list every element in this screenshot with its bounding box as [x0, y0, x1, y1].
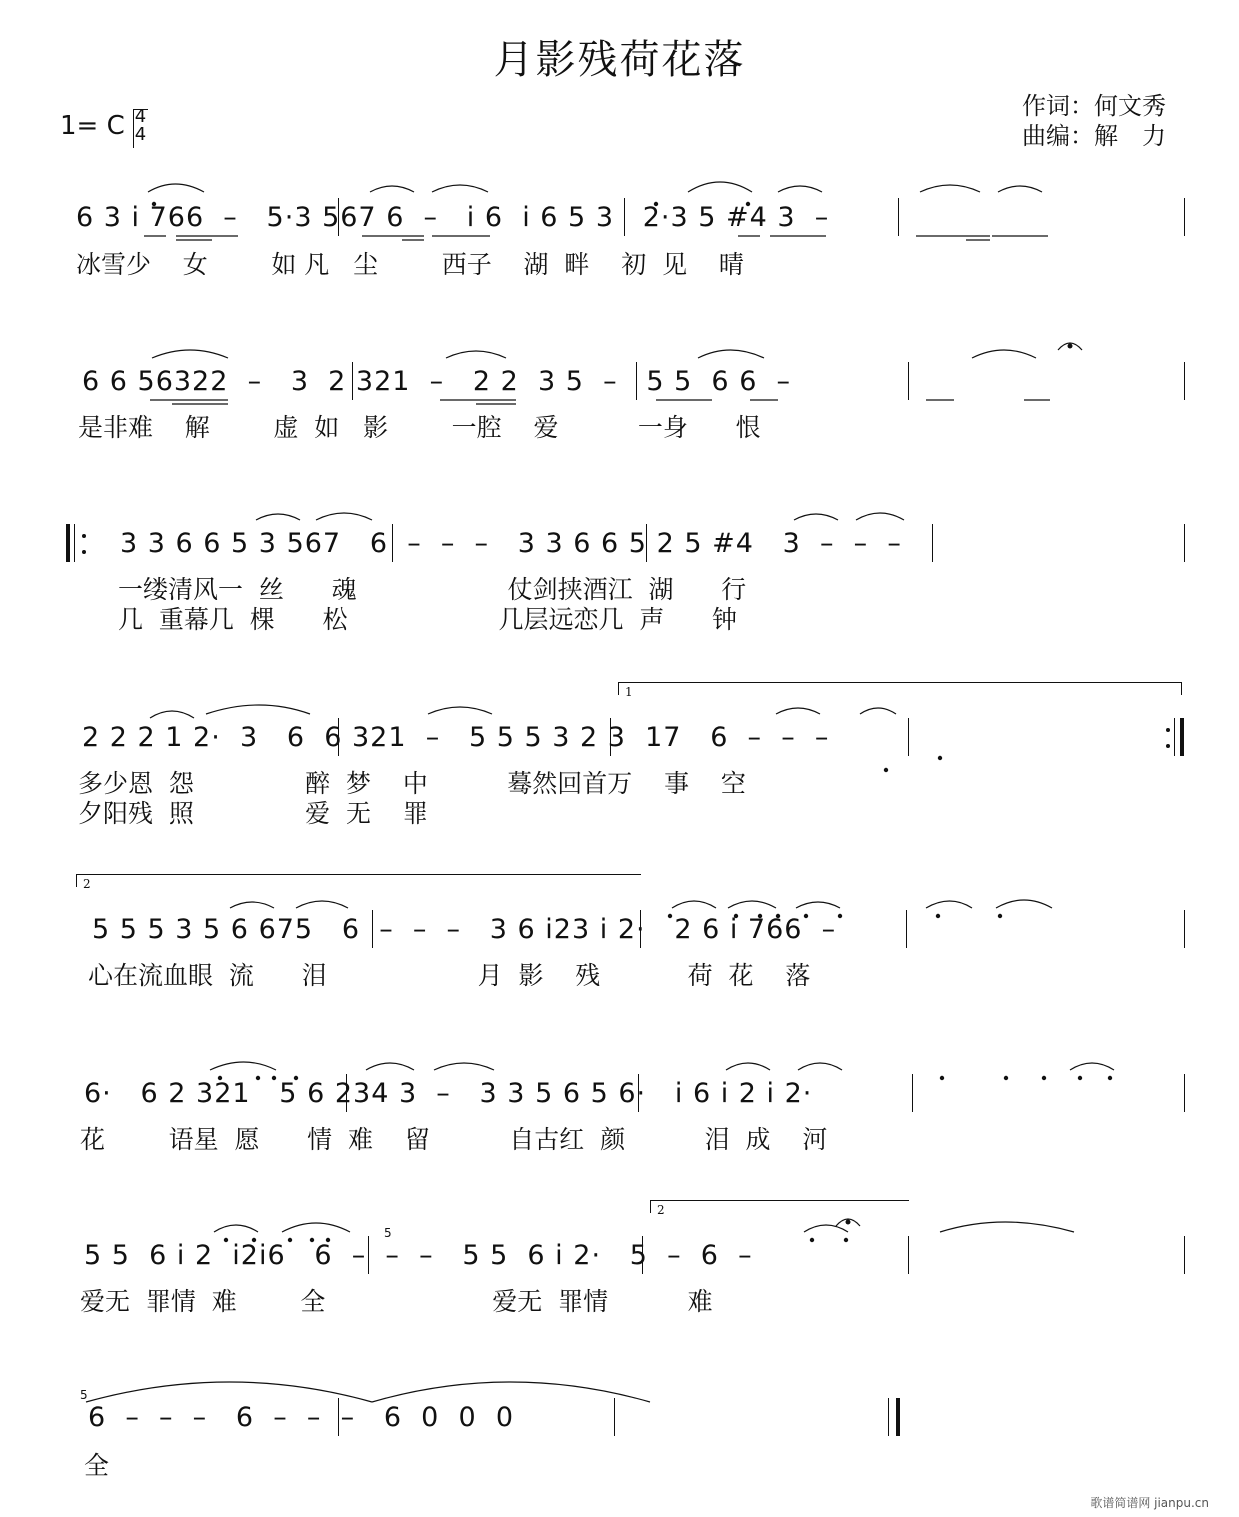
lyric-row-4-verse-2: 夕阳残 照 爱 无 罪: [78, 799, 428, 828]
lyricist-credit: 作词：何文秀: [1022, 92, 1166, 120]
barline: [614, 1398, 615, 1436]
barline: [392, 524, 393, 562]
second-ending-number-2: 2: [657, 1203, 665, 1217]
barline: [636, 362, 637, 400]
time-signature-top: 4: [134, 106, 147, 127]
first-ending-number: 1: [625, 685, 633, 699]
lyric-row-4-verse-1: 多少恩 怨 醉 梦 中 蓦然回首万 事 空: [78, 769, 746, 798]
watermark: 歌谱简谱网 jianpu.cn: [1090, 1496, 1209, 1510]
barline: [1184, 1236, 1185, 1274]
barline: [372, 910, 373, 948]
barline: [338, 198, 339, 236]
barline: [642, 1236, 643, 1274]
barline: [1184, 362, 1185, 400]
barline: [1184, 1074, 1185, 1112]
repeat-dot: [1166, 728, 1170, 732]
lyric-row-6: 花 语星 愿 情 难 留 自古红 颜 泪 成 河: [80, 1125, 828, 1154]
time-signature-bottom: 4: [134, 124, 147, 145]
lyric-row-7: 爱无 罪情 难 全 爱无 罪情 难: [80, 1287, 713, 1316]
second-ending-bracket-2: [650, 1200, 909, 1217]
barline: [908, 362, 909, 400]
barline: [906, 910, 907, 948]
repeat-dot: [1166, 744, 1170, 748]
barline: [1184, 524, 1185, 562]
lyric-row-5: 心在流血眼 流 泪 月 影 残 荷 花 落: [88, 961, 811, 990]
barline: [908, 718, 909, 756]
barline: [352, 362, 353, 400]
arranger-credit: 曲编：解 力: [1022, 122, 1166, 150]
repeat-dot: [82, 534, 86, 538]
repeat-end-barline: [1180, 718, 1184, 756]
lyric-row-3-verse-1: 一缕清风一 丝 魂 仗剑挟酒江 湖 行: [118, 575, 747, 604]
lyric-row-2: 是非难 解 虚 如 影 一腔 爱 一身 恨: [78, 413, 761, 442]
barline: [338, 718, 339, 756]
barline: [646, 524, 647, 562]
notation-row-2: 6 6 56322 – 3 2 321 – 2 2 3 5 – 5 5 6 6 –: [82, 366, 792, 397]
notation-row-8: 6 – – – 6 – – – 6 0 0 0: [88, 1402, 515, 1433]
grace-note: 5: [384, 1226, 392, 1240]
barline: [368, 1236, 369, 1274]
notation-row-3: 3 3 6 6 5 3 567 6 – – – 3 3 6 6 5 2 5 #4 3 – – –: [120, 528, 902, 559]
barline: [1184, 198, 1185, 236]
song-title: 月影残荷花落: [493, 37, 746, 83]
lyric-row-8: 全: [84, 1451, 110, 1480]
barline: [908, 1236, 909, 1274]
first-ending-bracket: [618, 682, 1182, 699]
barline: [898, 198, 899, 236]
barline: [1184, 910, 1185, 948]
second-ending-number: 2: [83, 877, 91, 891]
repeat-dot: [82, 550, 86, 554]
notation-row-6: 6· 6 2 321 5 6 234 3 – 3 3 5 6 5 6· i 6 i 2 i 2·: [84, 1078, 813, 1109]
barline: [338, 1398, 339, 1436]
barline: [888, 1398, 889, 1436]
barline: [640, 910, 641, 948]
grace-note: 5: [80, 1388, 88, 1402]
barline: [624, 198, 625, 236]
barline: [912, 1074, 913, 1112]
repeat-start-barline: [66, 524, 70, 562]
notation-row-5: 5 5 5 3 5 6 675 6 – – – 3 6 i23 i 2· 2 6 i 766 –: [92, 914, 837, 945]
barline: [932, 524, 933, 562]
final-barline: [896, 1398, 900, 1436]
lyric-row-1: 冰雪少 女 如 凡 尘 西子 湖 畔 初 见 晴: [76, 250, 744, 279]
notation-row-4: 2 2 2 1 2· 3 6 6 321 – 5 5 5 3 2 3 17 6 – – –: [82, 722, 830, 753]
notation-row-1: 6 3 i 766 – 5·3 567 6 – i 6 i 6 5 3 2·3 5 #4 3 –: [76, 202, 830, 233]
barline: [346, 1074, 347, 1112]
barline: [74, 524, 75, 562]
second-ending-bracket: [76, 874, 641, 891]
barline: [610, 718, 611, 756]
barline: [638, 1074, 639, 1112]
barline: [1174, 718, 1175, 756]
lyric-row-3-verse-2: 几 重幕几 棵 松 几层远恋几 声 钟: [118, 605, 738, 634]
notation-row-7: 5 5 6 i 2 i2i6 6 – – – 5 5 6 i 2· 5 – 6 –: [84, 1240, 753, 1271]
key-label: 1= C: [60, 111, 125, 141]
